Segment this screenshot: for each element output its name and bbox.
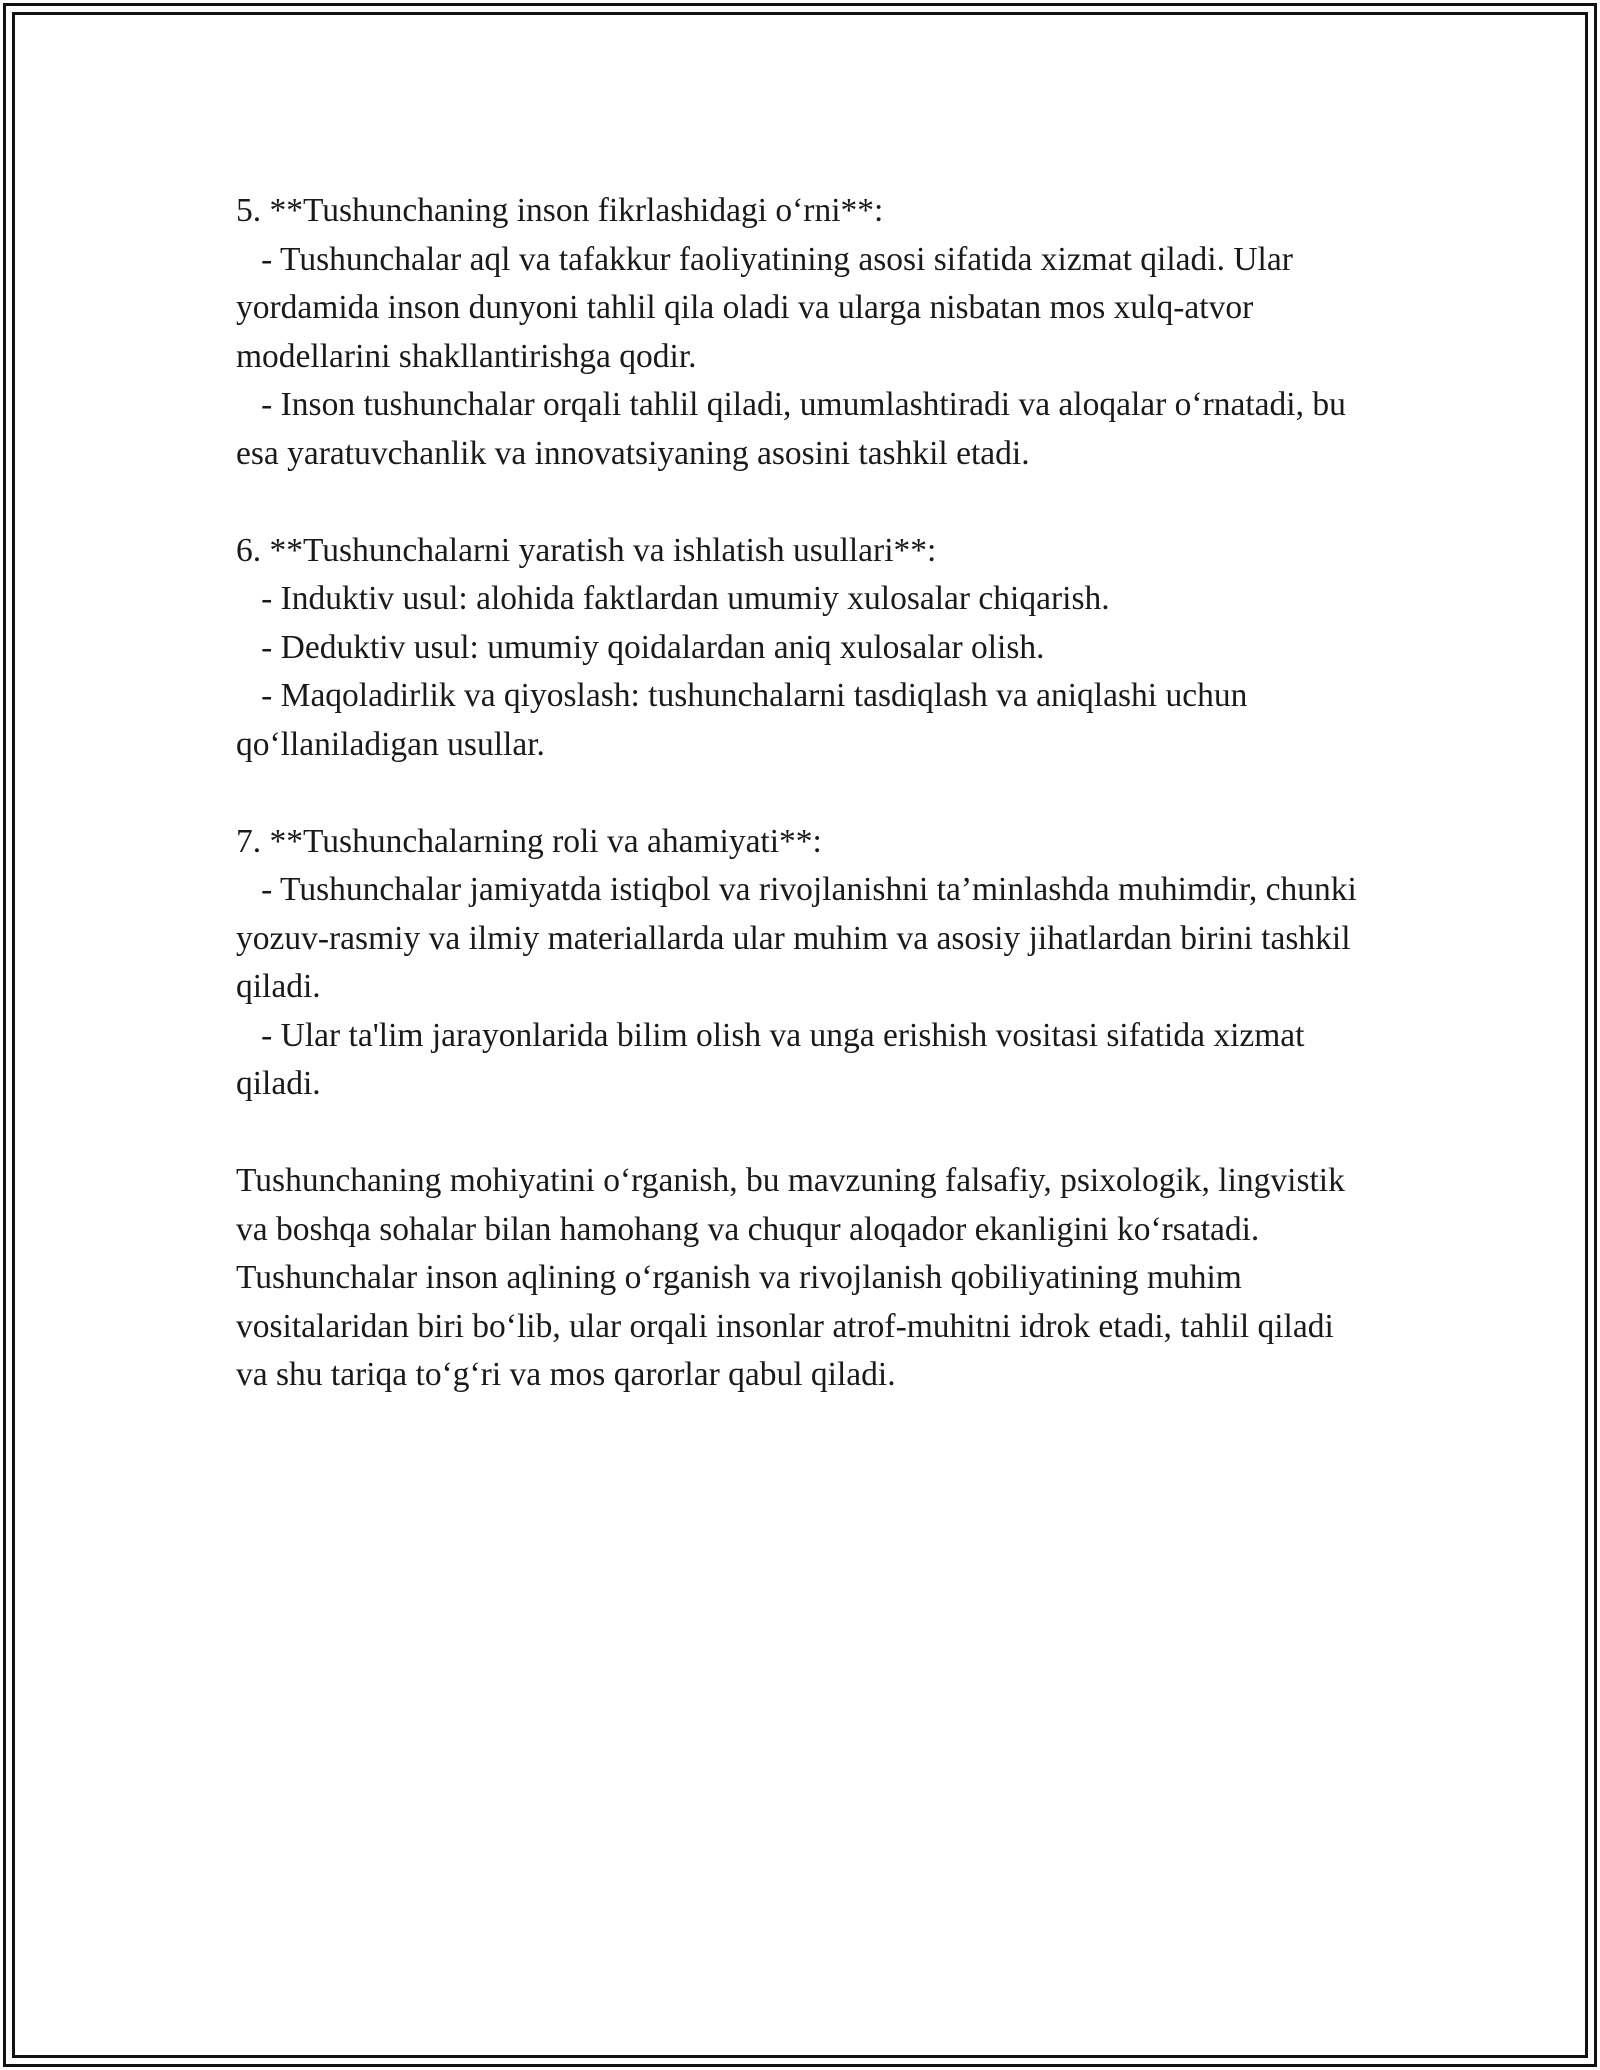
paragraph-gap <box>236 769 1364 818</box>
section-7 <box>236 818 1364 1109</box>
list-item: - Maqoladirlik va qiyoslash: tushunchalarni tasdiqlash va aniqlashi uchun qo‘llaniladigan usullar. <box>236 677 1256 763</box>
list-item: - Induktiv usul: alohida faktlardan umumiy xulosalar chiqarish. <box>236 580 1110 617</box>
document-body <box>236 187 1364 1400</box>
section-6 <box>236 527 1364 770</box>
section-heading: 7. **Tushunchalarning roli va ahamiyati**: <box>236 822 822 860</box>
list-item: - Ular ta'lim jarayonlarida bilim olish va unga erishish vositasi sifatida xizmat qiladi. <box>236 1016 1313 1102</box>
section-heading: 6. **Tushunchalarni yaratish va ishlatish usullari**: <box>236 531 937 569</box>
list-item: - Tushunchalar jamiyatda istiqbol va rivojlanishni ta’minlashda muhimdir, chunki yozuv-rasmiy va ilmiy materiallarda ular muhim va asosiy jihatlardan birini tashkil qiladi. <box>236 871 1366 1005</box>
paragraph-gap <box>236 478 1364 527</box>
list-item: - Inson tushunchalar orqali tahlil qiladi, umumlashtiradi va aloqalar o‘rnatadi, bu esa yaratuvchanlik va innovatsiyaning asosini tashkil etadi. <box>236 386 1355 472</box>
section-5 <box>236 187 1364 478</box>
section-heading: 5. **Tushunchaning inson fikrlashidagi o‘rni**: <box>236 192 884 229</box>
list-item: - Tushunchalar aql va tafakkur faoliyatining asosi sifatida xizmat qiladi. Ular yordamida inson dunyoni tahlil qila oladi va ularga nisbatan mos xulq-atvor modellarini shakllantirishga qodir. <box>236 240 1302 375</box>
conclusion-paragraph: Tushunchaning mohiyatini o‘rganish, bu mavzuning falsafiy, psixologik, lingvistik va boshqa sohalar bilan hamohang va chuqur aloqador ekanligini ko‘rsatadi. Tushunchalar inson aqlining o‘rganish va rivojlanish qobiliyatining muhim vositalaridan biri bo‘lib, ular orqali insonlar atrof-muhitni idrok etadi, tahlil qiladi va shu tariqa to‘g‘ri va mos qarorlar qabul qiladi. <box>236 1162 1354 1393</box>
paragraph-gap <box>236 1109 1364 1158</box>
list-item: - Deduktiv usul: umumiy qoidalardan aniq xulosalar olish. <box>236 628 1045 666</box>
